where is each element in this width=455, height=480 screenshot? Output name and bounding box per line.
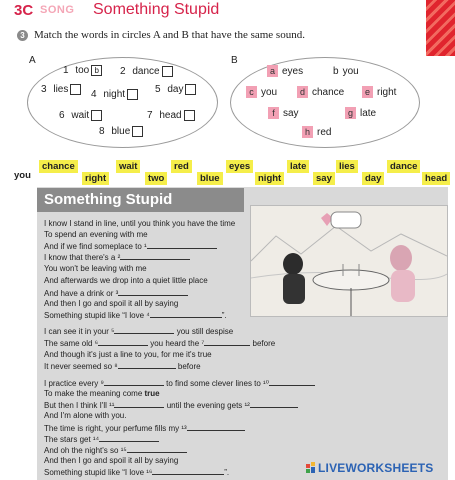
circle-b-item bbox=[345, 107, 376, 119]
item-word: chance bbox=[312, 86, 345, 98]
lyric-line bbox=[44, 288, 188, 298]
lyric-text: To make the meaning come bbox=[44, 389, 145, 398]
item-word: right bbox=[377, 86, 397, 98]
word-tile[interactable]: wait bbox=[116, 160, 140, 173]
word-tile[interactable]: two bbox=[145, 172, 167, 185]
answer-blank[interactable] bbox=[269, 378, 315, 386]
lyric-text: ”. bbox=[221, 311, 227, 320]
word-tile[interactable]: day bbox=[362, 172, 384, 185]
answer-blank[interactable] bbox=[187, 423, 245, 431]
letter-tag: d bbox=[297, 86, 308, 98]
word-tile[interactable]: say bbox=[313, 172, 335, 185]
word-tile[interactable]: dance bbox=[387, 160, 420, 173]
lyric-line bbox=[44, 338, 275, 348]
circle-a-label: A bbox=[29, 55, 36, 66]
item-word: dance bbox=[132, 66, 160, 77]
answer-blank[interactable] bbox=[118, 288, 188, 296]
answer-blank[interactable] bbox=[204, 338, 250, 346]
decorative-stripes bbox=[426, 0, 455, 56]
answer-blank[interactable] bbox=[150, 310, 222, 318]
lyric-line: To spend an evening with me bbox=[44, 230, 148, 239]
item-word: blue bbox=[111, 126, 131, 137]
song-label: SONG bbox=[40, 4, 75, 16]
letter-tag: e bbox=[362, 86, 373, 98]
circle-b-item bbox=[362, 86, 396, 98]
exercise-instruction: Match the words in circles A and B that have the same sound. bbox=[34, 29, 305, 41]
word-tile[interactable]: eyes bbox=[226, 160, 253, 173]
lyrics-title: Something Stupid bbox=[44, 191, 173, 208]
letter-tag: b bbox=[333, 66, 339, 77]
lyric-text: ”. bbox=[224, 468, 230, 477]
liveworksheets-brand: LIVEWORKSHEETS bbox=[318, 461, 434, 475]
lyric-line bbox=[44, 326, 233, 336]
word-tile[interactable]: right bbox=[82, 172, 109, 185]
letter-tag: f bbox=[268, 107, 279, 119]
item-number: 3 bbox=[41, 84, 47, 95]
answer-box[interactable] bbox=[162, 66, 173, 77]
letter-tag: g bbox=[345, 107, 356, 119]
lyric-text: The time is right, your perfume fills my ¹³ bbox=[44, 424, 187, 433]
lyric-text: I can see it in your ⁵ bbox=[44, 327, 115, 336]
word-tile[interactable]: night bbox=[255, 172, 284, 185]
lyric-text: to find some clever lines to ¹⁰ bbox=[166, 379, 269, 388]
letter-tag: c bbox=[246, 86, 257, 98]
lyric-text: true bbox=[144, 389, 160, 398]
answer-box[interactable]: b bbox=[91, 65, 102, 76]
lyric-line bbox=[44, 378, 315, 388]
item-word: head bbox=[159, 110, 182, 121]
lyric-text: you still despise bbox=[176, 327, 234, 336]
circle-b-item bbox=[333, 66, 359, 77]
answer-blank[interactable] bbox=[120, 252, 190, 260]
item-word: say bbox=[283, 107, 299, 119]
circle-b-item bbox=[267, 65, 303, 77]
word-tile[interactable]: head bbox=[422, 172, 450, 185]
lyric-text: I know that there's a ² bbox=[44, 253, 121, 262]
lyric-line bbox=[44, 241, 217, 251]
circle-b-item bbox=[246, 86, 277, 98]
lyric-line: And afterwards we drop into a quiet little place bbox=[44, 276, 208, 285]
lyric-line bbox=[44, 467, 229, 477]
answer-blank[interactable] bbox=[114, 326, 174, 334]
item-number: 7 bbox=[147, 110, 153, 121]
circle-b-item bbox=[302, 126, 331, 138]
letter-tag: h bbox=[302, 126, 313, 138]
lyric-line: And then I go and spoil it all by saying bbox=[44, 456, 179, 465]
item-word: you bbox=[261, 86, 278, 98]
answer-box[interactable] bbox=[70, 84, 81, 95]
answer-blank[interactable] bbox=[98, 338, 148, 346]
circle-b-item bbox=[268, 107, 299, 119]
item-number: 6 bbox=[59, 110, 65, 121]
lyric-text: you heard the ⁷ bbox=[150, 339, 205, 348]
word-tile[interactable]: lies bbox=[336, 160, 358, 173]
lyric-text: I practice every ⁹ bbox=[44, 379, 104, 388]
lyric-line: You won't be leaving with me bbox=[44, 264, 147, 273]
lyric-line bbox=[44, 361, 201, 371]
circle-a-item bbox=[155, 84, 196, 95]
item-word: late bbox=[360, 107, 377, 119]
lyric-line: And then I go and spoil it all by saying bbox=[44, 299, 179, 308]
answer-box[interactable] bbox=[91, 110, 102, 121]
lyric-line bbox=[44, 400, 298, 410]
lyric-text: But then I think I'll ¹¹ bbox=[44, 401, 115, 410]
exercise-number: 3 bbox=[17, 30, 28, 41]
lyric-line bbox=[44, 434, 159, 444]
liveworksheets-logo-icon bbox=[306, 461, 316, 473]
item-word: you bbox=[342, 66, 359, 77]
page-title: Something Stupid bbox=[93, 1, 220, 18]
lyric-line: I know I stand in line, until you think you have the time bbox=[44, 219, 236, 228]
lyric-text: until the evening gets ¹² bbox=[166, 401, 250, 410]
circle-a-item bbox=[63, 65, 102, 76]
letter-tag: a bbox=[267, 65, 278, 77]
word-tile[interactable]: blue bbox=[197, 172, 223, 185]
circle-a-item bbox=[59, 110, 102, 121]
circle-a-item bbox=[99, 126, 143, 137]
lyric-line bbox=[44, 389, 160, 398]
circle-a-item bbox=[91, 89, 138, 100]
answer-blank[interactable] bbox=[147, 241, 217, 249]
circle-b-label: B bbox=[231, 55, 238, 66]
section-code: 3C bbox=[14, 2, 34, 19]
answer-blank[interactable] bbox=[118, 361, 176, 369]
answer-blank[interactable] bbox=[114, 400, 164, 408]
lyric-text: The same old ⁶ bbox=[44, 339, 98, 348]
lyric-line bbox=[44, 310, 227, 320]
item-word: wait bbox=[71, 110, 90, 121]
answer-box[interactable] bbox=[185, 84, 196, 95]
answer-box[interactable] bbox=[127, 89, 138, 100]
answer-blank[interactable] bbox=[250, 400, 298, 408]
lyric-text: Something stupid like “I love ⁴ bbox=[44, 311, 150, 320]
answer-blank[interactable] bbox=[99, 434, 159, 442]
item-number: 2 bbox=[120, 66, 126, 77]
restaurant-illustration bbox=[250, 205, 448, 317]
item-word: lies bbox=[53, 84, 69, 95]
lyric-line bbox=[44, 423, 245, 433]
item-word: too bbox=[75, 65, 90, 76]
lyric-text: And have a drink or ³ bbox=[44, 289, 119, 298]
lyric-line bbox=[44, 252, 190, 262]
answer-blank[interactable] bbox=[104, 378, 164, 386]
item-word: night bbox=[103, 89, 126, 100]
lyric-line: And I'm alone with you. bbox=[44, 411, 127, 420]
circle-a-item bbox=[147, 110, 195, 121]
answer-box[interactable] bbox=[184, 110, 195, 121]
answer-blank[interactable] bbox=[127, 445, 187, 453]
item-word: day bbox=[167, 84, 184, 95]
lyric-text: And if we find someplace to ¹ bbox=[44, 242, 147, 251]
answer-blank[interactable] bbox=[152, 467, 224, 475]
lyric-text: before bbox=[177, 362, 201, 371]
lyric-text: And oh the night's so ¹⁵ bbox=[44, 446, 127, 455]
circle-a-item bbox=[120, 66, 173, 77]
lyric-line: And though it's just a line to you, for me it's true bbox=[44, 350, 212, 359]
item-number: 5 bbox=[155, 84, 161, 95]
answer-box[interactable] bbox=[132, 126, 143, 137]
lyric-text: Something stupid like “I love ¹⁶ bbox=[44, 468, 153, 477]
item-word: red bbox=[317, 126, 332, 138]
lyric-text: before bbox=[252, 339, 276, 348]
item-number: 4 bbox=[91, 89, 97, 100]
item-word: eyes bbox=[282, 65, 304, 77]
lyric-text: It never seemed so ⁸ bbox=[44, 362, 118, 371]
lyric-text: The stars get ¹⁴ bbox=[44, 435, 100, 444]
word-tile[interactable]: chance bbox=[39, 160, 78, 173]
word-tile[interactable]: red bbox=[171, 160, 192, 173]
circle-a-item bbox=[41, 84, 81, 95]
item-number: 8 bbox=[99, 126, 105, 137]
word-tile[interactable]: you bbox=[14, 170, 31, 181]
circle-b-item bbox=[297, 86, 344, 98]
lyric-line bbox=[44, 445, 187, 455]
word-tile[interactable]: late bbox=[287, 160, 309, 173]
item-number: 1 bbox=[63, 65, 69, 76]
